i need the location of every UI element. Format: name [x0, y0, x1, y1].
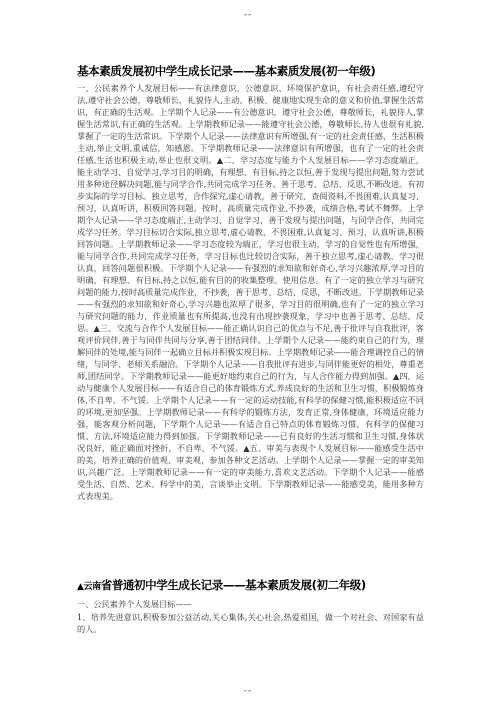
section-item: 1、培养先进意识,积极参加公益活动,关心集体,关心社会,热爱祖国，做一个对社会、对国家有益的人。 [77, 611, 424, 634]
doc-section-grade8 [77, 598, 424, 636]
document-content [77, 64, 424, 636]
page-header-mark: -- [243, 10, 253, 20]
doc-title-grade8-text: 省普通初中学生成长记录——基本素质发展(初二年级) [100, 578, 366, 592]
section-heading: 一、公民素养个人发展目标—— [77, 599, 192, 609]
page-footer-mark: -- [243, 686, 253, 696]
brand-marker: ▲云南 [77, 582, 101, 592]
doc-title-grade7: 基本素质发展初中学生成长记录——基本素质发展(初一年级) [77, 64, 376, 78]
doc-body-grade7: 一、公民素养个人发展目标——有法律意识、公德意识、环境保护意识，有社会责任感,遵纪守法,遵守社会公德，尊敬师长，礼貌待人,主动、积极、健康地实现生命的意义和价值,掌握生活常识，有正确的生活观。上学期个人记录——有公德意识，遵守社会公德，尊敬师长，礼貌待人,掌握生活常识,有正确的生活观。上学期教师记录——能遵守社会公德，尊敬师长,待人也很有礼貌,掌握了一定的生活常识。下学期个人记录——法律意识有所增强,有一定的社会责任感，生活积极主动,举止文明,重诚信，知感恩。下学期教师记录——法律意识有所增强，也有了一定的社会责任感,生活也积极主动,举止也很文明。▲二、学习态度与能力个人发展目标——学习态度端正，能主动学习、自觉学习,学习目的明确，有理想、有目标,持之以恒,善于发现与提出问题,努力尝试用多种途径解决问题,能与同学合作,共同完成学习任务。善于思考、总结、反思,不断改进。有初步实际的学习目标。独立思考，合作探究,虚心请教，善于研究、查阅资料,不畏困难,认真复习、预习，认真听讲，积极回答问题。按时、高质量完成作业,不抄袭，成绩合格,考试不舞弊。上学期个人记录——学习态度端正,主动学习，自觉学习，善于发现与提出问题，与同学合作，共同完成学习任务。学习目标切合实际,独立思考,虚心请教，不畏困难,认真复习、预习，认真听讲,积极回答问题。上学期教师记录——学习态度较为端正，学习也很主动，学习的自觉性也有所增强，能与同学合作,共同完成学习任务，学习目标也比较切合实际，善于独立思考,虚心请教，学习很认真，回答问题很积极。下学期个人记录——有强烈的求知欲和好奇心,学习兴趣浓厚,学习目的明确，有理想、有目标,持之以恒,能有目的的收集整理、使用信息。有了一定的独立学习与研究问题的能力,按时高质量完成作业，不抄袭，善于思考、总结、反思，不断改进。下学期教师记录——有强烈的求知欲和好奇心,学习兴趣也浓厚了很多，学习目的很明确,也有了一定的独立学习与研究问题的能力，作业质量也有所提高,也没有出现抄袭现象，学习中也善于思考、总结、反思。▲三、交流与合作个人发展目标——能正确认识自己的优点与不足,善于批评与自我批评，客观评价同伴,善于与同伴共同与分享,善于团结同伴。上学期个人记录——能约束自己的行为，理解同伴的处境,能与同伴一起确立目标并积极实现目标。上学期教师记录——能合理调控自己的情绪，与同学、老师关系融洽。下学期个人记录——自我批评有进步,与同伴能更好的相处，尊重老师,团结同学。下学期教师记录——能更好地约束自己的行为，与人合作能力得到加强。▲四、运动与健康个人发展目标——有适合自己的体育锻炼方式,养成良好的生活和卫生习惯，积极锻炼身体,不自卑，不气馁。上学期个人记录——有一定的运动技能,有科学的保健习惯,能积极适应不同的环境,更加坚强。上学期教师记录——有科学的锻炼方法，发育正常,身体健康，环境适应能力强，能客观分析问题，下学期个人记录——有适合自己特点的体育锻炼习惯，有科学的保健习惯、方法,环境适应能力得到加强。下学期教师记录——已有良好的生活习惯和卫生习惯,身体状况良好，能正确面对挫折，不自卑，不气馁。▲五、审美与表现个人发展目标——能感受生活中的美，培养正确的价值观、审美观，参加各种文艺活动。上学期个人记录——掌握一定的审美知识,兴趣广泛。上学期教师记录——有一定的审美能力,喜欢文艺活动。下学期个人记录——能感受生活、自然、艺术、科学中的美，言谈举止文明。下学期教师记录——能感受美，能用多种方式表现美。 [77, 83, 424, 501]
doc-title-grade8 [77, 578, 424, 595]
